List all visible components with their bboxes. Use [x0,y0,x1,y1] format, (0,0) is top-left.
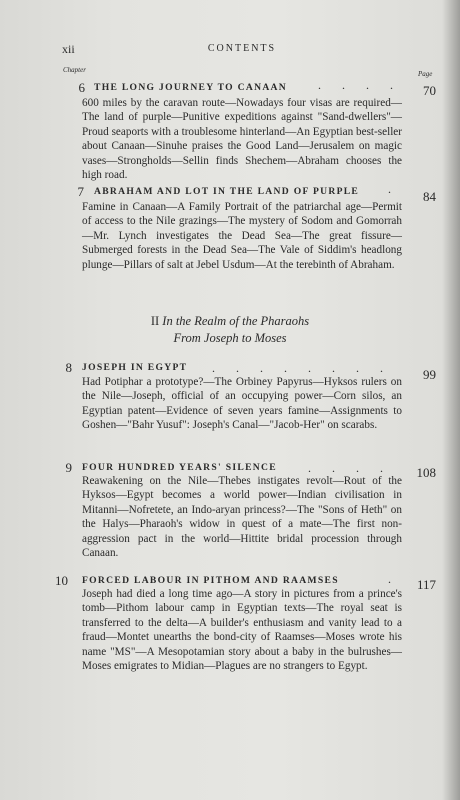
chapter-number: 6 [78,80,85,95]
page-number: 117 [416,577,436,592]
folio-number: xii [62,42,75,56]
chapter-number: 9 [65,460,72,475]
page-column-label: Page [418,70,433,78]
chapter-description: Reawakening on the Nile—Thebes instigates revolt—Rout of the Hyksos—Egypt becomes a world power—Indian civilisation in Mitanni—Nofretete, an Indo-aryan princess?—The "Sons of Heth" on the Halys—Pharaoh's widow in quest of a mate—The first non-aggression pact in the world—Hittite bridal procession through Canaan. [82,475,402,560]
chapter-description: Famine in Canaan—A Family Portrait of the patriarchal age—Permit of access to the Nile grazings—The mystery of Sodom and Gomorrah—Mr. Lynch investigates the Dead Sea—The great fissure—Submerged forests in the Dead Sea—The Vale of Siddim's headlong plunge—Pillars of salt at Jebel Usdum—At the terebinth of Abraham. [82,201,402,271]
leader-dots: . . . . [318,78,402,92]
page-number: 84 [423,189,436,204]
chapter-number: 8 [65,360,72,375]
part-heading-line-1 [0,313,460,330]
part-heading [0,313,460,347]
leader-dots: . [388,182,400,196]
chapter-title: FORCED LABOUR IN PITHOM AND RAAMSES [82,575,339,586]
chapter-title: JOSEPH IN EGYPT [82,362,188,373]
page-number: 99 [423,367,436,382]
page-number: 70 [423,83,436,98]
chapter-description: 600 miles by the caravan route—Nowadays four visas are required—The land of purple—Punitive expeditions against "Sand-dwellers"—Proud seaports with a troublesome hinterland—An Egyptian best-seller about Canaan—Sinuhe praises the Good Land—Jerusalem on magic vases—Strongholds—Sellin finds Shechem—Abraham chooses the high road. [82,97,402,182]
chapter-number: 7 [77,184,84,199]
page-header [62,42,422,58]
leader-dots: . . . . [308,461,392,475]
chapter-title: FOUR HUNDRED YEARS' SILENCE [82,462,277,473]
chapter-column-label: Chapter [63,66,86,74]
chapter-number: 10 [55,573,68,588]
page-number: 108 [416,465,436,480]
part-title: In the Realm of the Pharaohs [162,314,310,328]
part-roman-numeral: II [150,314,160,328]
chapter-title: THE LONG JOURNEY TO CANAAN [94,82,288,93]
page-edge-shadow [442,0,460,800]
leader-dots: . [388,572,400,586]
part-subtitle: From Joseph to Moses [173,331,287,345]
leader-dots: . . . . . . . . [212,361,392,375]
chapter-description: Joseph had died a long time ago—A story in pictures from a prince's tomb—Pithom labour camp in Egyptian texts—The royal seat is transferred to the delta—A builder's enthusiasm and vanity lead to a fraud—Montet unearths the bond-city of Raamses—Moses wrote his name "MS"—A Mesopotamian story about a baby in the bulrushes—Moses emigrates to Midian—Plagues are no strangers to Egypt. [82,588,402,673]
chapter-title: ABRAHAM AND LOT IN THE LAND OF PURPLE [94,186,360,197]
chapter-description: Had Potiphar a prototype?—The Orbiney Papyrus—Hyksos rulers on the Nile—Joseph, official of an occupying power—Corn silos, an Egyptian patent—Evidence of seven years famine—Assignments to Goshen—"Bahr Yusuf": Joseph's Canal—"Jacob-Her" on scarabs. [82,376,402,432]
running-head: CONTENTS [207,43,277,54]
